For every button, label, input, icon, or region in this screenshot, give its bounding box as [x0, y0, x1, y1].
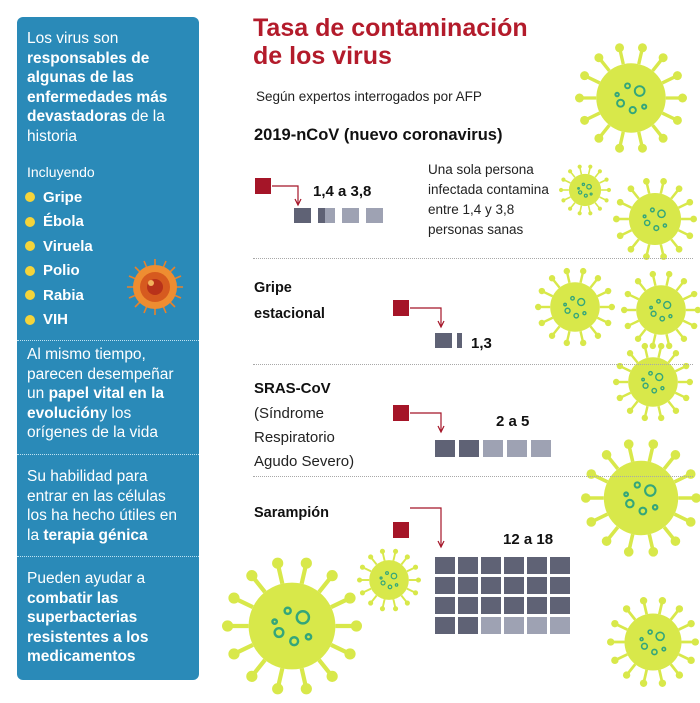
section-title-gripe: [254, 275, 325, 327]
block2-bold: papel vital en la evolución: [27, 385, 164, 422]
divider: [17, 340, 199, 341]
healthy-person-box: [458, 597, 478, 614]
disease-label: Viruela: [43, 237, 93, 255]
bullet-icon: [25, 315, 35, 325]
virus-icon: [611, 340, 695, 429]
note-line: personas sanas: [428, 222, 524, 237]
healthy-person-box: [458, 557, 478, 574]
healthy-person-box: [507, 440, 527, 457]
healthy-person-box: [550, 577, 570, 594]
arrow-icon: [408, 302, 448, 332]
block1-bold: responsables de algunas de las enfermedades más devastadoras: [27, 49, 168, 125]
virus-icon: [573, 40, 689, 161]
block2-pre: Al mismo tiempo, parecen desempeñar un: [27, 346, 174, 402]
block1-post: de la historia: [27, 108, 165, 145]
sidebar-block-devastating: [17, 29, 199, 146]
section-title-sras: SRAS-CoV: [254, 380, 331, 397]
disease-item: [25, 308, 93, 333]
note-line: entre 1,4 y 3,8: [428, 202, 515, 217]
bullet-icon: [25, 266, 35, 276]
healthy-person-box: [458, 577, 478, 594]
disease-item: [25, 283, 93, 308]
bullet-icon: [25, 241, 35, 251]
divider: [253, 258, 693, 259]
desc-line: (Síndrome: [254, 405, 325, 422]
block3-bold: terapia génica: [43, 526, 148, 544]
title-line: de los virus: [253, 42, 392, 70]
healthy-person-box: [483, 440, 503, 457]
healthy-person-box: [504, 597, 524, 614]
virus-icon: [579, 436, 700, 565]
disease-label: Polio: [43, 262, 80, 280]
healthy-person-box: [504, 557, 524, 574]
healthy-person-box: [527, 577, 547, 594]
divider: [253, 476, 693, 477]
arrow-icon: [408, 504, 448, 554]
sidebar-block-evolution: [17, 345, 199, 443]
infected-person-square: [393, 300, 409, 316]
desc-line: Respiratorio: [254, 429, 335, 446]
infected-person-square: [255, 178, 271, 194]
rate-sras: 2 a 5: [496, 413, 530, 430]
rate-ncov: 1,4 a 3,8: [313, 183, 372, 200]
healthy-person-box: [527, 597, 547, 614]
page-title: [253, 14, 528, 70]
disease-label: Ébola: [43, 213, 84, 231]
arrow-icon: [408, 407, 448, 437]
healthy-person-box: [435, 577, 455, 594]
healthy-person-box: [458, 617, 478, 634]
note-line: infectada contamina: [428, 182, 549, 197]
healthy-person-box: [342, 208, 359, 223]
healthy-person-box: [481, 557, 501, 574]
divider: [17, 556, 199, 557]
healthy-person-box: [318, 208, 335, 223]
disease-label: Gripe: [43, 188, 83, 206]
title-line: Tasa de contaminación: [253, 14, 528, 42]
rate-sarampion: 12 a 18: [503, 531, 554, 548]
healthy-person-box: [435, 617, 455, 634]
virus-icon: [611, 175, 699, 268]
orange-virus-icon: [125, 257, 185, 317]
virus-icon: [220, 554, 364, 703]
healthy-person-box: [435, 557, 455, 574]
disease-item: [25, 185, 93, 210]
disease-list: [25, 185, 93, 332]
divider: [253, 364, 693, 365]
healthy-person-box: [481, 577, 501, 594]
block4-pre: Pueden ayudar a: [27, 570, 146, 587]
disease-item: [25, 259, 93, 284]
healthy-person-box: [550, 597, 570, 614]
disease-item: [25, 234, 93, 259]
divider: [17, 454, 199, 455]
rate-gripe: 1,3: [471, 335, 492, 352]
arrow-icon: [270, 180, 310, 210]
healthy-person-box: [435, 440, 455, 457]
disease-label: Rabia: [43, 286, 84, 304]
healthy-person-box: [504, 577, 524, 594]
virus-icon: [355, 546, 423, 619]
title-line: Gripe: [254, 280, 292, 296]
bullet-icon: [25, 217, 35, 227]
sidebar-block-superbacteria: [17, 569, 199, 667]
healthy-person-box: [531, 440, 551, 457]
ncov-note: [428, 160, 549, 240]
subtitle: Según expertos interrogados por AFP: [256, 89, 482, 104]
disease-label: VIH: [43, 311, 69, 329]
healthy-person-box: [504, 617, 524, 634]
block1-pre: Los virus son: [27, 30, 119, 47]
healthy-person-box: [457, 333, 462, 348]
sidebar-panel: [17, 17, 199, 680]
healthy-person-box: [481, 617, 501, 634]
infected-person-square: [393, 522, 409, 538]
healthy-person-box: [366, 208, 383, 223]
including-label: Incluyendo: [27, 164, 95, 180]
disease-item: [25, 210, 93, 235]
desc-line: Agudo Severo): [254, 453, 355, 470]
healthy-person-box: [527, 557, 547, 574]
virus-icon: [605, 594, 700, 695]
virus-icon: [533, 265, 617, 354]
section-title-sarampion: Sarampión: [254, 505, 329, 521]
healthy-person-box: [459, 440, 479, 457]
healthy-person-box: [435, 333, 452, 348]
sras-description: [254, 402, 354, 474]
title-line: estacional: [254, 306, 325, 322]
note-line: Una sola persona: [428, 162, 534, 177]
block2-post: y los orígenes de la vida: [27, 404, 158, 441]
bullet-icon: [25, 192, 35, 202]
sidebar-block-gene-therapy: [17, 467, 199, 545]
healthy-person-box: [550, 617, 570, 634]
healthy-person-box: [550, 557, 570, 574]
infected-person-square: [393, 405, 409, 421]
healthy-person-box: [481, 597, 501, 614]
bullet-icon: [25, 290, 35, 300]
block4-bold: combatir las superbacterias resistentes a los medicamentos: [27, 589, 149, 665]
section-title-ncov: 2019-nCoV (nuevo coronavirus): [254, 126, 503, 144]
virus-icon: [557, 162, 613, 223]
healthy-person-box: [294, 208, 311, 223]
healthy-person-box: [527, 617, 547, 634]
block3-pre: Su habilidad para entrar en las células los ha hecho útiles en la: [27, 468, 177, 544]
healthy-person-box: [435, 597, 455, 614]
